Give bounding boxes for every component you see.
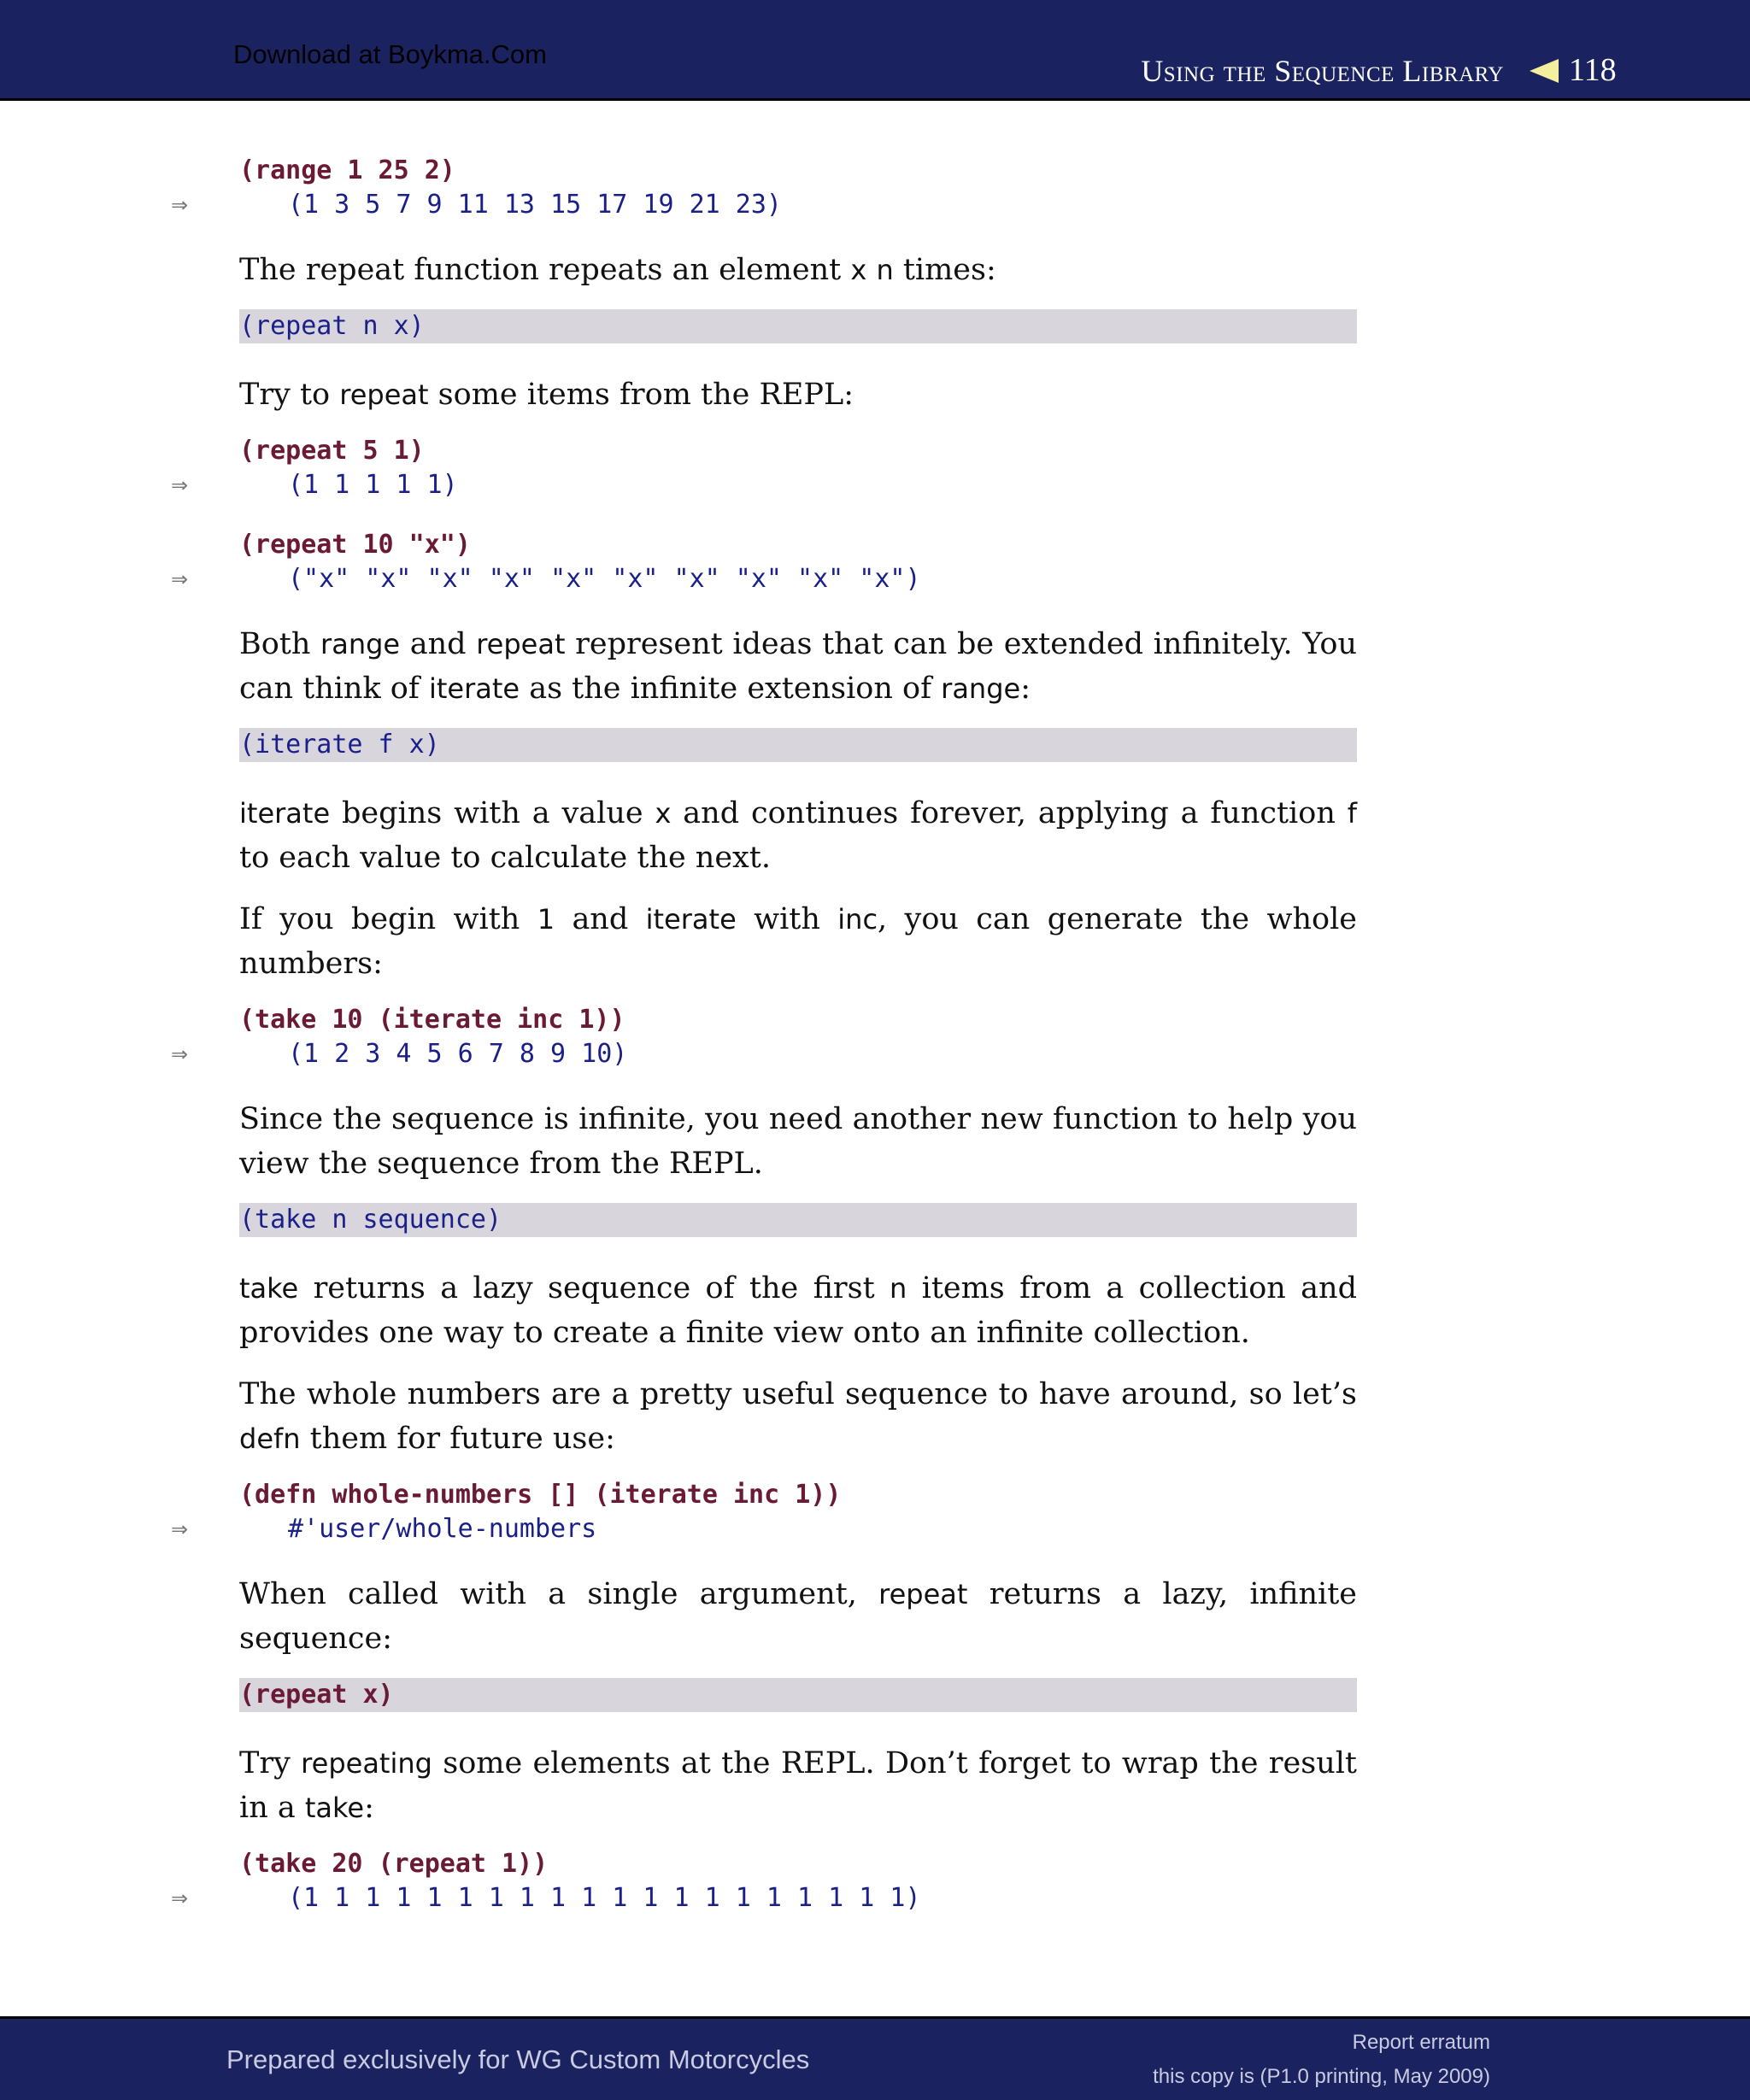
function-signature: (take n sequence)	[239, 1203, 1357, 1237]
code-output-text: (1 1 1 1 1)	[288, 470, 458, 500]
download-watermark[interactable]: Download at Boykma.Com	[233, 39, 547, 69]
page-header	[0, 0, 1750, 101]
code-output-text: (1 1 1 1 1 1 1 1 1 1 1 1 1 1 1 1 1 1 1 1)	[288, 1883, 921, 1913]
paragraph: Try repeating some elements at the REPL. Don’t forget to wrap the result in a take:	[239, 1746, 1357, 1825]
paragraph: Since the sequence is infinite, you need another new function to help you view the sequence from the REPL.	[239, 1102, 1357, 1181]
function-signature: (repeat x)	[239, 1678, 1357, 1712]
code-output	[171, 1037, 1357, 1071]
page-body	[171, 154, 1358, 1941]
result-arrow-icon: ⇒	[171, 193, 189, 217]
result-arrow-icon: ⇒	[171, 567, 189, 591]
code-output-text: #'user/whole-numbers	[288, 1514, 597, 1544]
paragraph: The repeat function repeats an element x n times:	[239, 253, 996, 287]
code-output	[171, 188, 1357, 222]
paragraph: take returns a lazy sequence of the first n items from a collection and provides one way to create a finite view onto an infinite collection.	[239, 1271, 1357, 1350]
code-output	[171, 1512, 1357, 1546]
paragraph: When called with a single argument, repeat returns a lazy, infinite sequence:	[239, 1577, 1358, 1656]
code-input: (range 1 25 2)	[239, 155, 455, 185]
result-arrow-icon: ⇒	[171, 1042, 189, 1066]
paragraph: Both range and repeat represent ideas that can be extended infinitely. You can think of iterate as the infinite extension of range:	[239, 627, 1357, 706]
previous-page-arrow-icon[interactable]	[1530, 59, 1559, 83]
function-signature: (repeat n x)	[239, 309, 1357, 343]
running-title: Using the Sequence Library	[1141, 54, 1504, 88]
paragraph: If you begin with 1 and iterate with inc, you can generate the whole numbers:	[239, 902, 1357, 981]
code-input: (take 20 (repeat 1))	[239, 1849, 549, 1879]
code-input: (repeat 10 "x")	[239, 530, 471, 560]
paragraph: The whole numbers are a pretty useful sequence to have around, so let’s defn them for future use:	[239, 1377, 1357, 1456]
code-output-text: ("x" "x" "x" "x" "x" "x" "x" "x" "x" "x")	[288, 564, 921, 594]
paragraph: iterate begins with a value x and continues forever, applying a function f to each value to calculate the next.	[239, 796, 1357, 875]
prepared-for-notice: Prepared exclusively for WG Custom Motorcycles	[226, 2044, 810, 2074]
report-erratum-link[interactable]: Report erratum	[1352, 2031, 1490, 2054]
code-output	[171, 468, 1357, 502]
page-number: 118	[1569, 52, 1617, 88]
code-output-text: (1 2 3 4 5 6 7 8 9 10)	[288, 1039, 628, 1069]
result-arrow-icon: ⇒	[171, 473, 189, 497]
code-input: (defn whole-numbers [] (iterate inc 1))	[239, 1480, 842, 1510]
copy-info: this copy is (P1.0 printing, May 2009)	[1153, 2065, 1490, 2088]
code-output-text: (1 3 5 7 9 11 13 15 17 19 21 23)	[288, 190, 782, 220]
result-arrow-icon: ⇒	[171, 1886, 189, 1910]
result-arrow-icon: ⇒	[171, 1517, 189, 1541]
page-footer	[0, 2016, 1750, 2100]
function-signature: (iterate f x)	[239, 728, 1357, 762]
code-output	[171, 562, 1357, 596]
code-input: (take 10 (iterate inc 1))	[239, 1005, 625, 1035]
paragraph: Try to repeat some items from the REPL:	[239, 378, 854, 412]
code-input: (repeat 5 1)	[239, 436, 425, 466]
code-output	[171, 1881, 1357, 1915]
